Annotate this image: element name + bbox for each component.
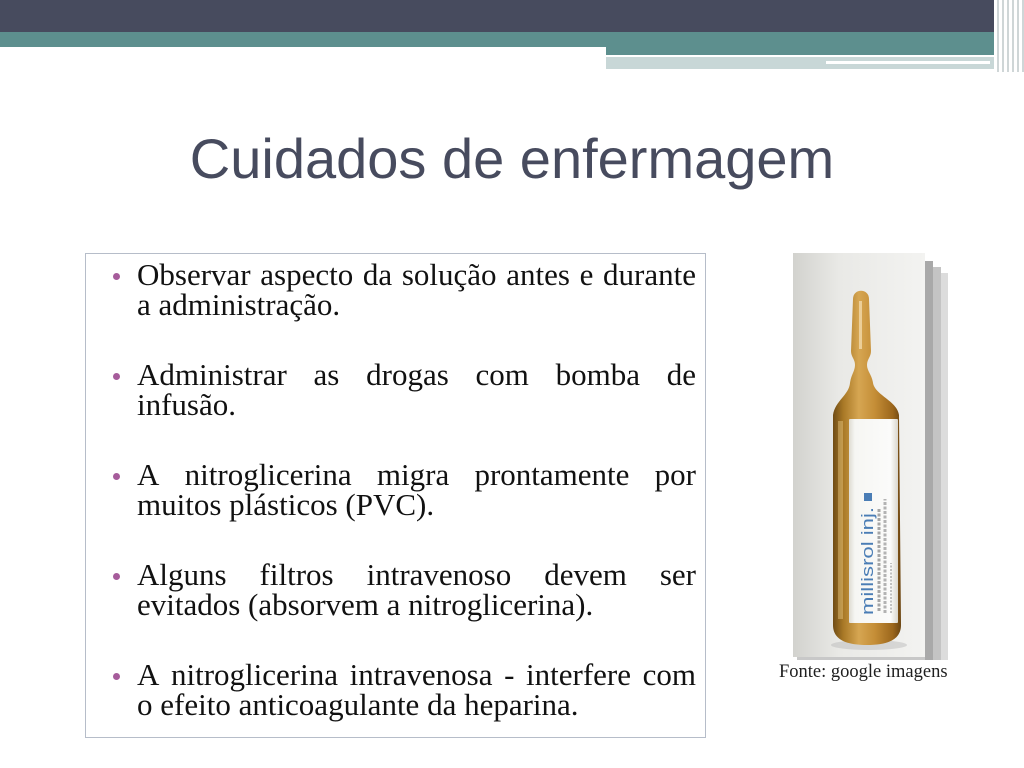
image-source-caption: Fonte: google imagens bbox=[779, 662, 948, 682]
header-dark-bar bbox=[0, 0, 1024, 32]
ampoule-body-highlight bbox=[838, 421, 843, 619]
bullet-text: Observar aspecto da solução antes e durante a administração. bbox=[137, 257, 696, 322]
ampoule-photo-frame bbox=[793, 253, 948, 660]
bullet-item bbox=[137, 257, 696, 322]
bullet-text: Alguns filtros intravenoso devem ser evitados (absorvem a nitroglicerina). bbox=[137, 557, 696, 622]
bullet-dot bbox=[113, 473, 120, 480]
bullet-text: Administrar as drogas com bomba de infusão. bbox=[137, 357, 696, 422]
bullet-dot bbox=[113, 273, 120, 280]
bullet-item bbox=[137, 657, 696, 722]
header-pale-line bbox=[826, 61, 990, 64]
slide-title: Cuidados de enfermagem bbox=[189, 127, 835, 190]
bullet-list bbox=[137, 257, 696, 722]
bullet-item bbox=[137, 457, 696, 522]
photo-shadow bbox=[933, 267, 941, 660]
header-teal-band bbox=[0, 32, 1024, 47]
photo-shadow bbox=[925, 261, 933, 660]
photo-shadow bbox=[797, 657, 925, 660]
ampoule-photo bbox=[793, 253, 948, 660]
bullet-text: A nitroglicerina intravenosa - interfere com o efeito anticoagulante da heparina. bbox=[137, 657, 696, 722]
bullet-item bbox=[137, 357, 696, 422]
header-teal-extension bbox=[606, 47, 994, 55]
photo-shadow bbox=[941, 273, 948, 660]
bullet-text-box bbox=[85, 253, 706, 738]
bullet-text: A nitroglicerina migra prontamente por muitos plásticos (PVC). bbox=[137, 457, 696, 522]
bullet-dot bbox=[113, 673, 120, 680]
bullet-dot bbox=[113, 373, 120, 380]
label-brand-text: millisrol inj. bbox=[858, 531, 877, 615]
header-vertical-stripes bbox=[994, 0, 1024, 72]
label-logo-square bbox=[864, 493, 872, 501]
ampoule-tip-highlight bbox=[859, 301, 862, 349]
bullet-dot bbox=[113, 573, 120, 580]
bullet-item bbox=[137, 557, 696, 622]
